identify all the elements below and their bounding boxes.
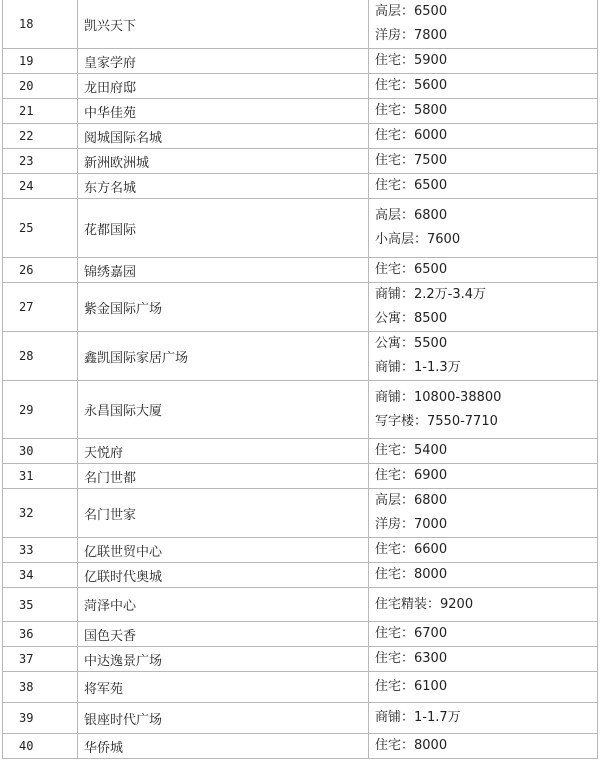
row-number: 24 — [3, 174, 78, 199]
price-cell — [369, 703, 598, 734]
table-row — [3, 0, 598, 49]
price-cell — [369, 124, 598, 149]
row-number: 26 — [3, 258, 78, 283]
price-cell — [369, 199, 598, 258]
price-line: 住宅：5400 — [375, 443, 448, 458]
row-number: 18 — [3, 0, 78, 49]
price-cell — [369, 647, 598, 672]
price-cell — [369, 672, 598, 703]
row-number: 33 — [3, 538, 78, 563]
row-number: 29 — [3, 381, 78, 439]
price-cell — [369, 332, 598, 381]
project-name: 亿联世贸中心 — [78, 538, 369, 563]
row-number: 30 — [3, 439, 78, 464]
price-line: 商铺：1-1.7万 — [375, 710, 461, 725]
row-number: 22 — [3, 124, 78, 149]
price-cell — [369, 464, 598, 489]
project-name: 新洲欧洲城 — [78, 149, 369, 174]
price-cell — [369, 439, 598, 464]
price-line: 公寓：8500 — [375, 311, 448, 326]
price-table-body — [3, 0, 598, 759]
price-line: 住宅：8000 — [375, 738, 448, 753]
row-number: 31 — [3, 464, 78, 489]
table-row — [3, 647, 598, 672]
price-cell — [369, 622, 598, 647]
table-row — [3, 332, 598, 381]
table-row — [3, 734, 598, 759]
project-name: 名门世家 — [78, 489, 369, 538]
price-line: 住宅：6600 — [375, 542, 448, 557]
price-cell — [369, 381, 598, 439]
project-name: 东方名城 — [78, 174, 369, 199]
price-line: 高层：6500 — [375, 4, 448, 19]
price-cell — [369, 258, 598, 283]
table-row — [3, 622, 598, 647]
price-line: 商铺：10800-38800 — [375, 389, 502, 405]
project-name: 将军苑 — [78, 672, 369, 703]
price-cell — [369, 588, 598, 622]
row-number: 21 — [3, 99, 78, 124]
price-cell — [369, 49, 598, 74]
price-cell — [369, 99, 598, 124]
price-line: 小高层：7600 — [375, 232, 461, 247]
table-row — [3, 49, 598, 74]
row-number: 25 — [3, 199, 78, 258]
table-row — [3, 149, 598, 174]
table-row — [3, 283, 598, 332]
table-row — [3, 538, 598, 563]
row-number: 35 — [3, 588, 78, 622]
row-number: 34 — [3, 563, 78, 588]
project-name: 皇家学府 — [78, 49, 369, 74]
table-row — [3, 99, 598, 124]
table-row — [3, 672, 598, 703]
price-line: 公寓：5500 — [375, 336, 448, 351]
project-name: 天悦府 — [78, 439, 369, 464]
project-name: 银座时代广场 — [78, 703, 369, 734]
project-name: 中华佳苑 — [78, 99, 369, 124]
row-number: 40 — [3, 734, 78, 759]
project-name: 菏泽中心 — [78, 588, 369, 622]
price-cell — [369, 174, 598, 199]
price-line: 住宅：5900 — [375, 53, 448, 68]
project-name: 华侨城 — [78, 734, 369, 759]
project-name: 鑫凯国际家居广场 — [78, 332, 369, 381]
row-number: 39 — [3, 703, 78, 734]
row-number: 20 — [3, 74, 78, 99]
price-line: 住宅：5600 — [375, 78, 448, 93]
price-line: 住宅：6700 — [375, 626, 448, 641]
row-number: 36 — [3, 622, 78, 647]
row-number: 28 — [3, 332, 78, 381]
project-name: 亿联时代奥城 — [78, 563, 369, 588]
price-cell — [369, 149, 598, 174]
table-row — [3, 199, 598, 258]
table-row — [3, 174, 598, 199]
table-row — [3, 489, 598, 538]
project-name: 锦绣嘉园 — [78, 258, 369, 283]
project-name: 凯兴天下 — [78, 0, 369, 49]
price-line: 住宅：6500 — [375, 262, 448, 277]
project-name: 中达逸景广场 — [78, 647, 369, 672]
price-cell — [369, 0, 598, 49]
table-row — [3, 464, 598, 489]
table-row — [3, 703, 598, 734]
price-line: 住宅：6900 — [375, 468, 448, 483]
table-row — [3, 381, 598, 439]
price-line: 高层：6800 — [375, 208, 448, 223]
table-row — [3, 588, 598, 622]
price-line: 洋房：7000 — [375, 517, 448, 532]
price-line: 住宅精装：9200 — [375, 596, 474, 612]
price-cell — [369, 283, 598, 332]
price-cell — [369, 734, 598, 759]
table-row — [3, 258, 598, 283]
price-line: 住宅：7500 — [375, 153, 448, 168]
price-cell — [369, 74, 598, 99]
price-line: 住宅：6100 — [375, 679, 448, 694]
price-cell — [369, 563, 598, 588]
table-row — [3, 124, 598, 149]
price-line: 住宅：6300 — [375, 651, 448, 666]
project-name: 永昌国际大厦 — [78, 381, 369, 439]
price-line: 商铺：2.2万-3.4万 — [375, 287, 487, 302]
table-row — [3, 439, 598, 464]
row-number: 23 — [3, 149, 78, 174]
price-table — [2, 0, 598, 759]
price-cell — [369, 538, 598, 563]
table-row — [3, 74, 598, 99]
table-row — [3, 563, 598, 588]
row-number: 32 — [3, 489, 78, 538]
price-line: 住宅：5800 — [375, 103, 448, 118]
price-line: 商铺：1-1.3万 — [375, 360, 461, 375]
project-name: 国色天香 — [78, 622, 369, 647]
price-line: 住宅：8000 — [375, 567, 448, 582]
price-line: 高层：6800 — [375, 493, 448, 508]
row-number: 37 — [3, 647, 78, 672]
project-name: 花都国际 — [78, 199, 369, 258]
price-line: 住宅：6000 — [375, 128, 448, 143]
project-name: 紫金国际广场 — [78, 283, 369, 332]
row-number: 19 — [3, 49, 78, 74]
price-cell — [369, 489, 598, 538]
price-line: 洋房：7800 — [375, 28, 448, 43]
price-line: 住宅：6500 — [375, 178, 448, 193]
row-number: 38 — [3, 672, 78, 703]
project-name: 龙田府邸 — [78, 74, 369, 99]
price-line: 写字楼：7550-7710 — [375, 413, 498, 429]
project-name: 阅城国际名城 — [78, 124, 369, 149]
project-name: 名门世都 — [78, 464, 369, 489]
row-number: 27 — [3, 283, 78, 332]
